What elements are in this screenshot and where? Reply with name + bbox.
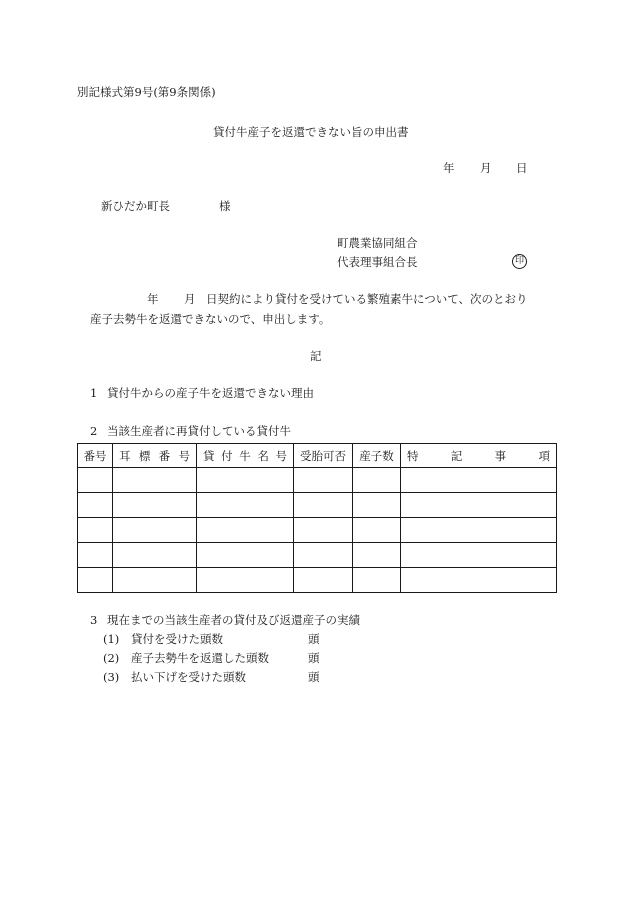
section1-number: 1 bbox=[90, 386, 98, 400]
date-day: 日 bbox=[516, 161, 528, 175]
addressee-name: 新ひだか町長 bbox=[101, 199, 170, 213]
table-cell bbox=[113, 468, 197, 493]
table-cell bbox=[401, 568, 557, 593]
header-number: 番号 bbox=[78, 444, 113, 468]
header-conception: 受胎可否 bbox=[294, 444, 353, 468]
table-cell bbox=[401, 518, 557, 543]
item3-label: 払い下げを受けた頭数 bbox=[131, 670, 246, 684]
table-header-row bbox=[78, 444, 557, 468]
table-cell bbox=[294, 493, 353, 518]
table-cell bbox=[78, 468, 113, 493]
table-row bbox=[78, 493, 557, 518]
table-cell bbox=[401, 493, 557, 518]
item1-label: 貸付を受けた頭数 bbox=[131, 632, 223, 646]
table-cell bbox=[113, 518, 197, 543]
date-year: 年 bbox=[443, 161, 455, 175]
applicant-representative: 代表理事組合長 bbox=[337, 255, 418, 269]
header-special-notes: 特 記 事 項 bbox=[401, 444, 557, 468]
applicant-org: 町農業協同組合 bbox=[337, 236, 418, 250]
table-cell bbox=[78, 493, 113, 518]
item3-unit: 頭 bbox=[308, 670, 320, 684]
table-cell bbox=[294, 568, 353, 593]
body-line1: 日契約により貸付を受けている繁殖素牛について、次のとおり bbox=[206, 292, 528, 306]
item2-label: 産子去勢牛を返還した頭数 bbox=[131, 651, 269, 665]
header-offspring-count: 産子数 bbox=[353, 444, 401, 468]
table-cell bbox=[78, 518, 113, 543]
document-title: 貸付牛産子を返還できない旨の申出書 bbox=[213, 125, 409, 139]
body-year: 年 bbox=[147, 292, 159, 306]
table-cell bbox=[294, 468, 353, 493]
table-cell bbox=[113, 568, 197, 593]
table-row bbox=[78, 518, 557, 543]
section3-number: 3 bbox=[90, 613, 98, 627]
table-cell bbox=[113, 493, 197, 518]
table-cell bbox=[197, 518, 294, 543]
section2-number: 2 bbox=[90, 424, 98, 438]
form-id: 別記様式第9号(第9条関係) bbox=[77, 85, 216, 99]
item2-number: (2) bbox=[103, 651, 120, 665]
ki-heading: 記 bbox=[310, 349, 322, 363]
table-cell bbox=[78, 543, 113, 568]
body-line2: 産子去勢牛を返還できないので、申出します。 bbox=[90, 312, 331, 326]
section2-label: 当該生産者に再貸付している貸付牛 bbox=[107, 424, 291, 438]
item3-number: (3) bbox=[103, 670, 120, 684]
table-cell bbox=[353, 518, 401, 543]
table-cell bbox=[197, 568, 294, 593]
table-cell bbox=[294, 543, 353, 568]
table-cell bbox=[294, 518, 353, 543]
table-cell bbox=[401, 468, 557, 493]
table-cell bbox=[401, 543, 557, 568]
table-cell bbox=[197, 468, 294, 493]
table-cell bbox=[353, 468, 401, 493]
table-row bbox=[78, 468, 557, 493]
section3-label: 現在までの当該生産者の貸付及び返還産子の実績 bbox=[107, 613, 360, 627]
header-cattle-name: 貸 付 牛 名 号 bbox=[197, 444, 294, 468]
seal-mark: 印 bbox=[512, 254, 527, 269]
item1-unit: 頭 bbox=[308, 632, 320, 646]
table-cell bbox=[197, 493, 294, 518]
loan-cattle-table bbox=[77, 443, 557, 593]
item2-unit: 頭 bbox=[308, 651, 320, 665]
table-cell bbox=[78, 568, 113, 593]
table-row bbox=[78, 568, 557, 593]
table-row bbox=[78, 543, 557, 568]
table-cell bbox=[113, 543, 197, 568]
table-cell bbox=[353, 568, 401, 593]
addressee-honorific: 様 bbox=[219, 199, 231, 213]
section1-label: 貸付牛からの産子牛を返還できない理由 bbox=[107, 386, 314, 400]
item1-number: (1) bbox=[103, 632, 120, 646]
date-month: 月 bbox=[480, 161, 492, 175]
body-month: 月 bbox=[184, 292, 196, 306]
header-ear-tag-number: 耳 標 番 号 bbox=[113, 444, 197, 468]
table-cell bbox=[197, 543, 294, 568]
table-cell bbox=[353, 493, 401, 518]
table-cell bbox=[353, 543, 401, 568]
